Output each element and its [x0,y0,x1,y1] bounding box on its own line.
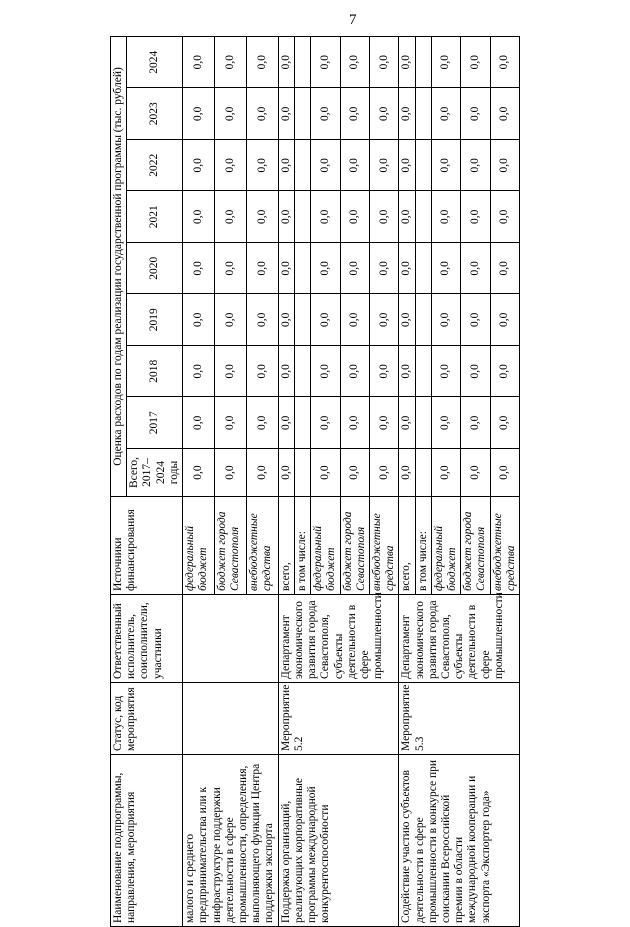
row-value: 0,0 [278,88,294,140]
row-value: 0,0 [399,346,415,398]
header-estimate: Оценка расходов по годам реализации государственной программы (тыс. рублей) [111,36,127,496]
row-value: 0,0 [183,243,215,295]
row-value: 0,0 [278,346,294,398]
row-value: 0,0 [340,346,369,398]
row-value: 0,0 [431,397,460,449]
row-value: 0,0 [278,397,294,449]
row-value: 0,0 [214,88,246,140]
row-value: 0,0 [183,346,215,398]
row-value: 0,0 [214,243,246,295]
table-row [278,36,294,926]
page-number: 7 [349,12,357,28]
row-value: 0,0 [340,243,369,295]
row-value: 0,0 [278,191,294,243]
row-value: 0,0 [399,36,415,88]
row-value: 0,0 [369,36,398,88]
row-value [415,36,431,88]
row-value: 0,0 [311,140,340,192]
row-value: 0,0 [399,191,415,243]
row-value: 0,0 [278,140,294,192]
row-value [415,88,431,140]
row-value [415,294,431,346]
row-source: федеральный бюджет [431,497,460,595]
row-source: всего, [278,497,294,595]
row-value: 0,0 [278,294,294,346]
row-value: 0,0 [246,294,278,346]
row-value [294,191,310,243]
row-value [415,140,431,192]
row-value: 0,0 [431,294,460,346]
header-year: 2019 [127,294,183,346]
header-year: 2023 [127,88,183,140]
rotated-table-frame [110,37,580,927]
header-status: Статус, код мероприятия [111,683,183,755]
row-value: 0,0 [461,140,490,192]
row-value: 0,0 [461,294,490,346]
header-total: Всего, 2017–2024 годы [127,449,183,497]
row-value [294,36,310,88]
row-source: федеральный бюджет [183,497,215,595]
row-value: 0,0 [183,191,215,243]
row-value: 0,0 [340,140,369,192]
row-value: 0,0 [490,36,519,88]
row-value: 0,0 [431,140,460,192]
row-value: 0,0 [311,397,340,449]
row-value: 0,0 [399,243,415,295]
row-name: Поддержка организаций, реализующих корпоративные программы международной конкурентоспособности [278,755,399,927]
row-value: 0,0 [278,36,294,88]
row-value: 0,0 [431,449,460,497]
row-value: 0,0 [246,397,278,449]
row-value: 0,0 [369,397,398,449]
row-value [294,294,310,346]
row-value: 0,0 [399,449,415,497]
row-value: 0,0 [214,449,246,497]
row-value: 0,0 [431,243,460,295]
row-value: 0,0 [461,346,490,398]
row-value: 0,0 [490,449,519,497]
header-name: Наименование подпрограммы, направления, мероприятия [111,755,183,927]
row-value: 0,0 [490,140,519,192]
row-value: 0,0 [311,449,340,497]
row-value: 0,0 [369,449,398,497]
header-year: 2018 [127,346,183,398]
row-value: 0,0 [490,294,519,346]
row-value: 0,0 [399,397,415,449]
row-value: 0,0 [278,449,294,497]
row-value: 0,0 [490,346,519,398]
row-value: 0,0 [246,449,278,497]
row-source: в том числе: [294,497,310,595]
row-value: 0,0 [246,243,278,295]
row-status [183,683,279,755]
row-source: бюджет города Севастополя [461,497,490,595]
row-source: внебюджетные средства [490,497,519,595]
row-source: всего, [399,497,415,595]
row-value: 0,0 [369,191,398,243]
row-value: 0,0 [369,140,398,192]
row-value [294,397,310,449]
row-value: 0,0 [246,36,278,88]
table-row [399,36,415,926]
row-value [415,397,431,449]
row-value: 0,0 [399,88,415,140]
row-source: в том числе: [415,497,431,595]
row-value: 0,0 [431,36,460,88]
budget-table [110,36,520,927]
row-value: 0,0 [340,88,369,140]
header-year: 2024 [127,36,183,88]
row-value: 0,0 [183,294,215,346]
row-executor [183,595,279,683]
row-value [294,346,310,398]
row-value: 0,0 [431,88,460,140]
row-value: 0,0 [369,346,398,398]
row-value: 0,0 [490,243,519,295]
row-value: 0,0 [246,140,278,192]
row-value: 0,0 [183,397,215,449]
row-value: 0,0 [183,88,215,140]
row-value: 0,0 [431,346,460,398]
header-executor: Ответственный исполнитель, соисполнители, участники [111,595,183,683]
row-value: 0,0 [311,88,340,140]
row-value [415,191,431,243]
row-value: 0,0 [246,88,278,140]
row-value: 0,0 [369,88,398,140]
row-value: 0,0 [214,140,246,192]
row-value: 0,0 [461,88,490,140]
row-value: 0,0 [490,397,519,449]
row-value: 0,0 [278,243,294,295]
row-value: 0,0 [369,243,398,295]
header-row-1 [111,36,127,926]
row-source: внебюджетные средства [246,497,278,595]
row-value: 0,0 [490,191,519,243]
row-value: 0,0 [340,397,369,449]
row-value: 0,0 [246,346,278,398]
row-value: 0,0 [461,36,490,88]
row-executor: Департамент экономического развития города Севастополя, субъекты деятельности в сфере промышленности [278,595,399,683]
row-value: 0,0 [340,449,369,497]
row-source: бюджет города Севастополя [214,497,246,595]
row-value: 0,0 [399,140,415,192]
row-value [415,346,431,398]
row-value: 0,0 [311,191,340,243]
header-year: 2017 [127,397,183,449]
row-value: 0,0 [214,346,246,398]
row-value: 0,0 [340,191,369,243]
row-value: 0,0 [461,449,490,497]
row-value: 0,0 [461,191,490,243]
row-value: 0,0 [399,294,415,346]
table-body [183,36,520,926]
row-executor: Департамент экономического развития города Севастополя, субъекты деятельности в сфере промышленности [399,595,520,683]
row-value: 0,0 [214,36,246,88]
row-value: 0,0 [183,36,215,88]
row-source: внебюджетные средства [369,497,398,595]
row-value: 0,0 [431,191,460,243]
row-value: 0,0 [311,36,340,88]
row-value [294,88,310,140]
row-value [294,140,310,192]
row-name: малого и среднего предпринимательства или к инфраструктуре поддержки деятельности в сфере промышленности, определения, выполняющего функции Центра поддержки экспорта [183,755,279,927]
row-status: Мероприятие 5.3 [399,683,520,755]
table-row [183,36,215,926]
row-value: 0,0 [369,294,398,346]
row-value: 0,0 [461,243,490,295]
row-value: 0,0 [214,191,246,243]
row-value: 0,0 [311,294,340,346]
row-value: 0,0 [311,346,340,398]
row-value: 0,0 [490,88,519,140]
row-value: 0,0 [214,397,246,449]
row-name: Содействие участию субъектов деятельности в сфере промышленности в конкурсе при соискании Всероссийской премии в области международной кооперации и экспорта «Экспортер года» [399,755,520,927]
row-source: федеральный бюджет [311,497,340,595]
row-value [294,449,310,497]
row-value [415,243,431,295]
row-value: 0,0 [183,140,215,192]
row-value: 0,0 [214,294,246,346]
row-source: бюджет города Севастополя [340,497,369,595]
row-status: Мероприятие 5.2 [278,683,399,755]
header-year: 2020 [127,243,183,295]
row-value [294,243,310,295]
row-value: 0,0 [311,243,340,295]
row-value: 0,0 [183,449,215,497]
row-value [415,449,431,497]
row-value: 0,0 [340,36,369,88]
header-year: 2022 [127,140,183,192]
row-value: 0,0 [340,294,369,346]
row-value: 0,0 [246,191,278,243]
header-year: 2021 [127,191,183,243]
header-source: Источники финансирования [111,497,183,595]
row-value: 0,0 [461,397,490,449]
